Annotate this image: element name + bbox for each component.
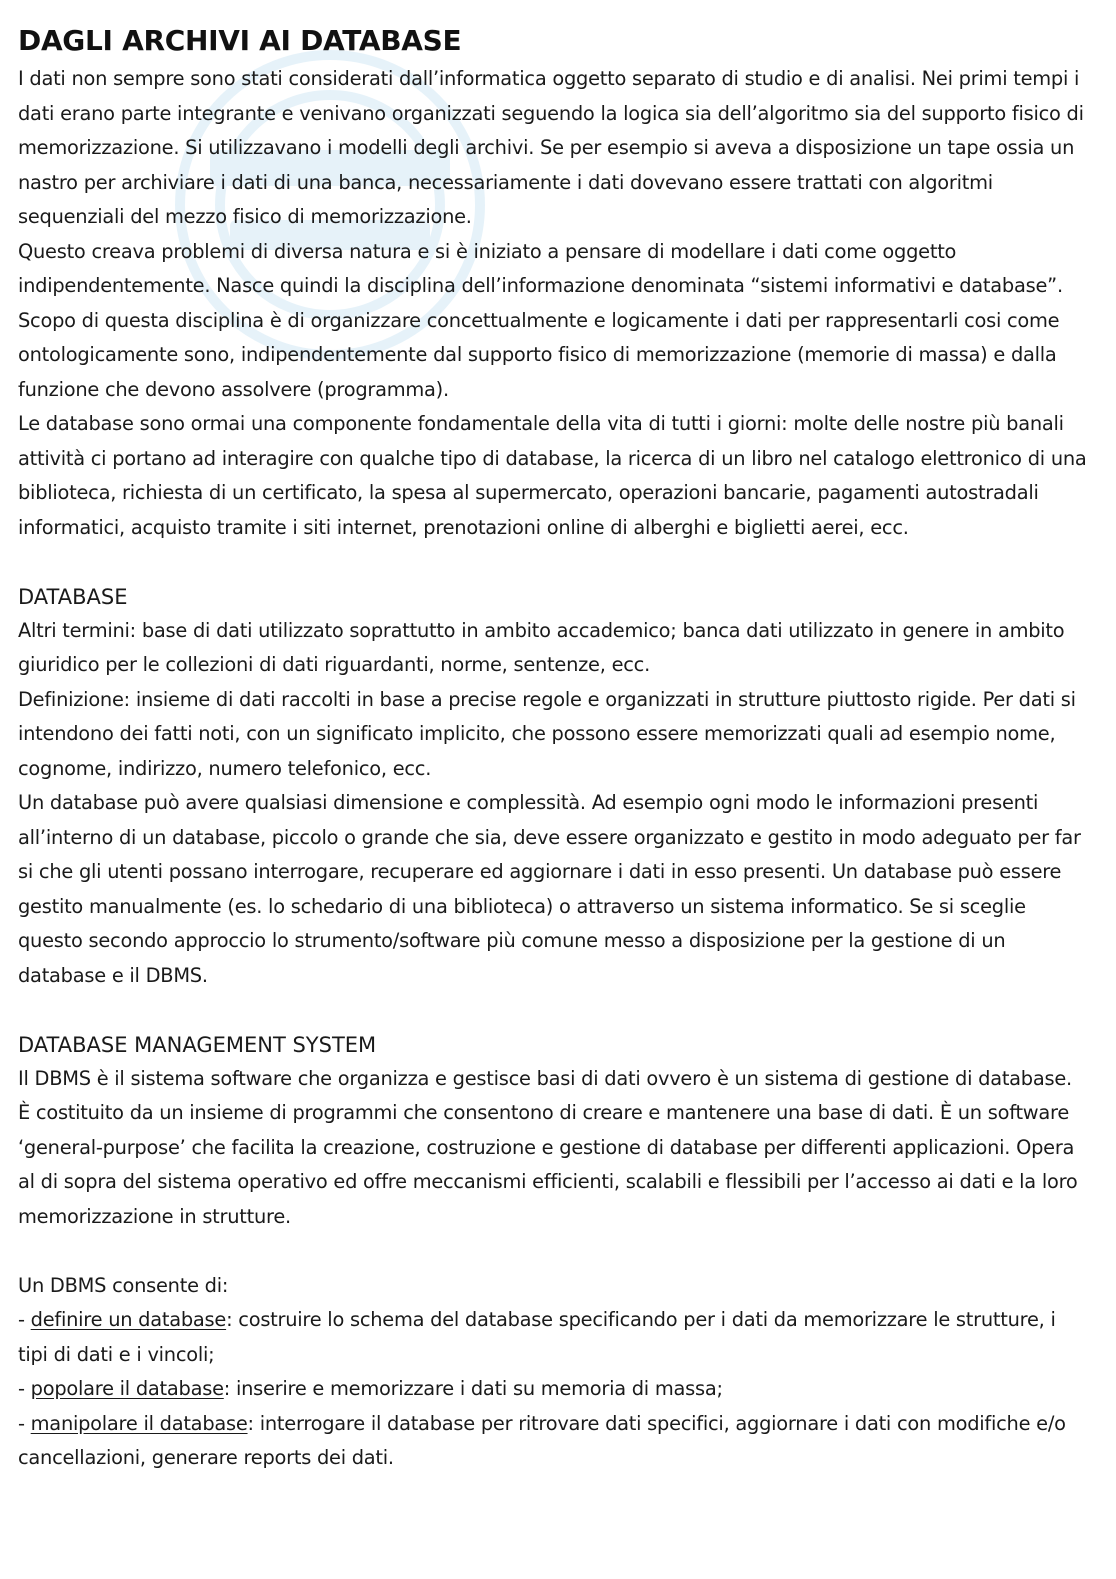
list-text: : inserire e memorizzare i dati su memoria di massa;: [223, 1377, 723, 1400]
document-page: [18, 22, 1088, 1476]
paragraph: Le database sono ormai una componente fondamentale della vita di tutti i giorni: molte delle nostre più banali attività ci portano ad interagire con qualche tipo di database, la ricerca di un libro nel catalogo elettronico di una biblioteca, richiesta di un certificato, la spesa al supermercato, operazioni bancarie, pagamenti autostradali informatici, acquisto tramite i siti internet, prenotazioni online di alberghi e biglietti aerei, ecc.: [18, 412, 1087, 539]
list-item: [18, 1407, 1088, 1476]
list-intro: Un DBMS consente di:: [18, 1273, 229, 1297]
list-term: manipolare il database: [30, 1411, 248, 1435]
list-dash: -: [18, 1377, 31, 1400]
paragraph: Altri termini: base di dati utilizzato soprattutto in ambito accademico; banca dati utilizzato in genere in ambito giuridico per le collezioni di dati riguardanti, norme, sentenze, ecc.: [18, 618, 1065, 676]
paragraph: Definizione: insieme di dati raccolti in base a precise regole e organizzati in strutture piuttosto rigide. Per dati si intendono dei fatti noti, con un significato implicito, che possono essere memorizzati quali ad esempio nome, cognome, indirizzo, numero telefonico, ecc.: [18, 687, 1076, 780]
list-term: definire un database: [30, 1308, 227, 1331]
list-item: [18, 1372, 1088, 1407]
section-title-database: DATABASE: [18, 584, 128, 609]
list-item: [18, 1303, 1088, 1372]
spacer: [18, 993, 1088, 1028]
section-title-archivi: DAGLI ARCHIVI AI DATABASE: [18, 24, 462, 57]
list-term: popolare il database: [30, 1377, 224, 1400]
paragraph: I dati non sempre sono stati considerati dall’informatica oggetto separato di studio e di analisi. Nei primi tempi i dati erano parte integrante e venivano organizzati seguendo la logica sia dell’algoritmo sia del supporto fisico di memorizzazione. Si utilizzavano i modelli degli archivi. Se per esempio si aveva a disposizione un tape ossia un nastro per archiviare i dati di una banca, necessariamente i dati dovevano essere trattati con algoritmi sequenziali del mezzo fisico di memorizzazione.: [18, 67, 1084, 228]
spacer: [18, 1234, 1088, 1269]
list-dash: -: [18, 1308, 31, 1331]
paragraph: Questo creava problemi di diversa natura e si è iniziato a pensare di modellare i dati come oggetto indipendentemente. Nasce quindi la disciplina dell’informazione denominata “sistemi informativi e database”. Scopo di questa disciplina è di organizzare concettualmente e logicamente i dati per rappresentarli cosi come ontologicamente sono, indipendentemente dal supporto fisico di memorizzazione (memorie di massa) e dalla funzione che devono assolvere (programma).: [18, 239, 1063, 401]
section-title-dbms: DATABASE MANAGEMENT SYSTEM: [18, 1032, 377, 1057]
list-text: : interrogare il database per ritrovare dati specifici, aggiornare i dati con modifiche e/o cancellazioni, generare reports dei dati.: [18, 1411, 1066, 1469]
paragraph: Il DBMS è il sistema software che organizza e gestisce basi di dati ovvero è un sistema di gestione di database. È costituito da un insieme di programmi che consentono di creare e mantenere una base di dati. È un software ‘general-purpose’ che facilita la creazione, costruzione e gestione di database per differenti applicazioni. Opera al di sopra del sistema operativo ed offre meccanismi efficienti, scalabili e flessibili per l’accesso ai dati e la loro memorizzazione in strutture.: [18, 1066, 1078, 1228]
spacer: [18, 545, 1088, 580]
paragraph: Un database può avere qualsiasi dimensione e complessità. Ad esempio ogni modo le informazioni presenti all’interno di un database, piccolo o grande che sia, deve essere organizzato e gestito in modo adeguato per far si che gli utenti possano interrogare, recuperare ed aggiornare i dati in esso presenti. Un database può essere gestito manualmente (es. lo schedario di una biblioteca) o attraverso un sistema informatico. Se si sceglie questo secondo approccio lo strumento/software più comune messo a disposizione per la gestione di un database e il DBMS.: [18, 791, 1081, 987]
list-dash: -: [18, 1411, 31, 1435]
list-text: : costruire lo schema del database specificando per i dati da memorizzare le strutture, i tipi di dati e i vincoli;: [18, 1308, 1056, 1366]
